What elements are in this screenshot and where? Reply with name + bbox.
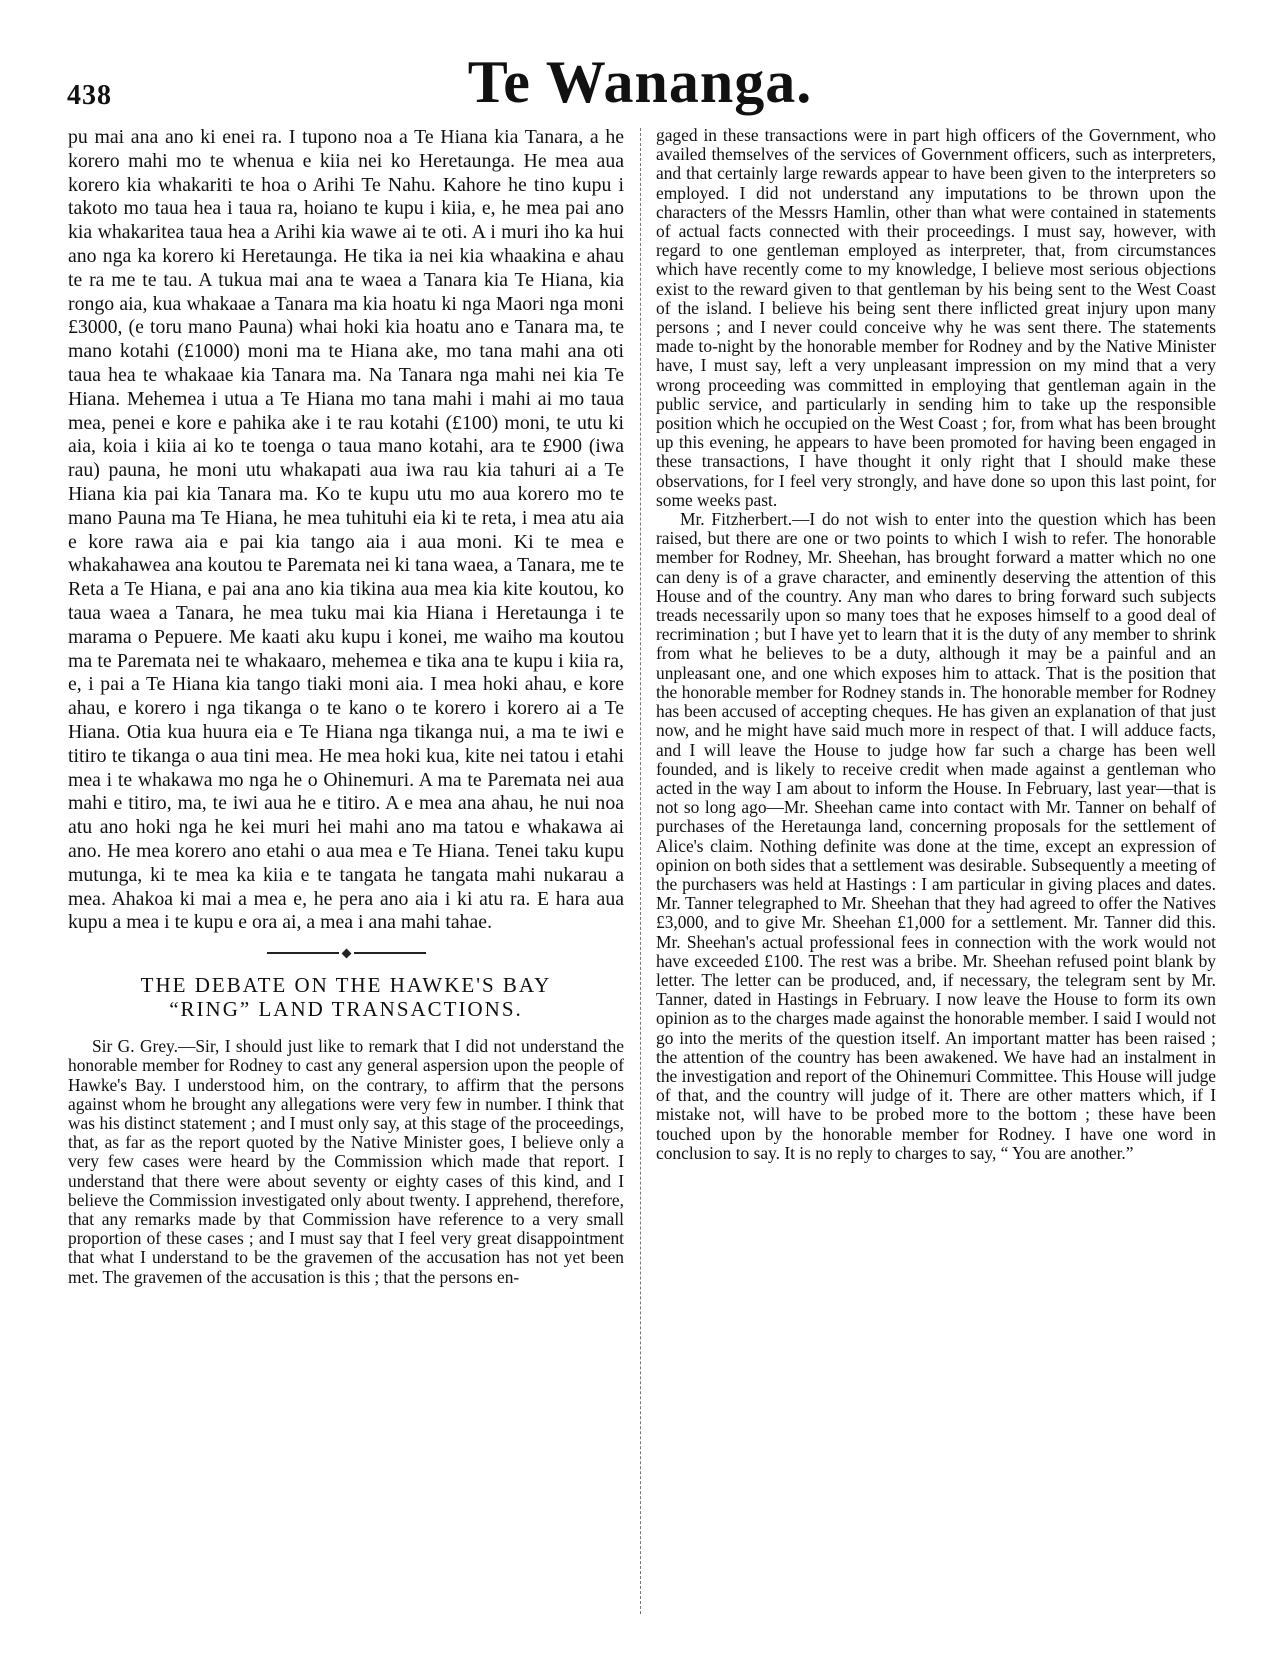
divider-line-left (267, 952, 339, 954)
masthead-title: Te Wananga. (467, 49, 813, 115)
right-column (656, 126, 1216, 1163)
divider-line-right (354, 952, 426, 954)
grey-speech-text: Sir G. Grey.—Sir, I should just like to remark that I did not understand the honorable member for Rodney to cast any general aspersion upon the people of Hawke's Bay. I understood him, on the contrary, to affirm that the persons against whom he brought any allegations were very few in number. I think that was his distinct statement ; and I must only say, at this stage of the proceedings, that, as far as the report quoted by the Native Minister goes, I believe only a very few cases were heard by the Commission which made that report. I understand that there were about seventy or eighty cases of this kind, and I believe the Commission investigated only about twenty. I apprehend, therefore, that any remarks made by that Commission have reference to a very small proportion of these cases ; and I must say that I feel very great disappointment that what I understand to be the gravemen of the accusation has not yet been met. The gravemen of the accusation is this ; that the persons en- (68, 1036, 624, 1287)
grey-speech-continued: gaged in these transactions were in part high officers of the Government, who availed themselves of the services of Government officers, such as interpreters, and that certainly large rewards appear to have been given to the interpreters so employed. I did not understand any imputations to be thrown upon the characters of the Messrs Hamlin, other than what were contained in statements of actual facts connected with their proceedings. I must say, however, with regard to one gentleman employed as interpreter, that, from circumstances which have recently come to my knowledge, I believe most serious objections exist to the reward given to that gentleman by his being sent to the West Coast of the island. I believe his being sent there inflicted great injury upon many persons ; and I never could conceive why he was sent there. The statements made to-night by the honorable member for Rodney and by the Native Minister have, I must say, left a very unpleasant impression on my mind that a very wrong proceeding was committed in employing that gentleman again in the public service, and particularly in sending him to take up the responsible position which he occupied on the West Coast ; for, from what has been brought up this evening, he appears to have been promoted for having been engaged in these transactions, I have thought it only right that I should make these observations, for I feel very strongly, and have done so upon this last point, for some weeks past. (656, 125, 1216, 510)
heading-line-1: THE DEBATE ON THE HAWKE'S BAY (140, 973, 552, 998)
diamond-icon (341, 948, 351, 958)
column-divider (640, 128, 641, 1614)
debate-heading (68, 973, 624, 1021)
page-number: 438 (67, 80, 112, 111)
left-column (68, 126, 624, 1287)
heading-line-2: “RING” LAND TRANSACTIONS. (169, 997, 523, 1022)
fitzherbert-speech-text: Mr. Fitzherbert.—I do not wish to enter into the question which has been raised, but there are one or two points to which I wish to refer. The honorable member for Rodney, Mr. Sheehan, has brought forward a matter which no one can deny is of a grave character, and eminently deserving the attention of this House and of the country. Any man who dares to bring forward such subjects treads necessarily upon so many toes that he exposes himself to a good deal of recrimination ; but I have yet to learn that it is the duty of any member to shrink from what he believes to be a duty, although it may be a painful and an unpleasant one, and one which exposes him to attack. That is the position that the honorable member for Rodney stands in. The honorable member for Rodney has been accused of accepting cheques. He has given an explanation of that just now, and he might have said much more in respect of that. I will adduce facts, and I will leave the House to judge how far such a charge has been well founded, and is likely to receive credit when made against a gentleman who acted in the way I am about to inform the House. In February, last year—that is not so long ago—Mr. Sheehan came into contact with Mr. Tanner on behalf of purchases of the Heretaunga land, concerning proposals for the settlement of Alice's claim. Nothing definite was done at the time, except an expression of opinion on both sides that a settlement was desirable. Subsequently a meeting of the purchasers was held at Hastings : I am particular in giving places and dates. Mr. Tanner telegraphed to Mr. Sheehan that they had agreed to offer the Natives £3,000, and to give Mr. Sheehan £1,000 for a settlement. Mr. Tanner did this. Mr. Sheehan's actual professional fees in connection with the work would not have exceeded £100. The rest was a bribe. Mr. Sheehan refused point blank by letter. The letter can be produced, and, if necessary, the telegram sent by Mr. Tanner, dated in Hastings in February. I now leave the House to form its own opinion as to the charges made against the honorable member. I said I would not go into the merits of the question itself. An important matter has been raised ; the attention of the country has been awakened. We have had an instalment in the investigation and report of the Ohinemuri Committee. This House will judge of that, and the country will judge of it. There are other matters which, if I mistake not, will have to be probed more to the bottom ; these have been touched upon by the honorable member for Rodney. I have one word in conclusion to say. It is no reply to charges to say, “ You are another.” (656, 509, 1216, 1163)
section-divider-ornament (68, 947, 624, 959)
maori-article-text: pu mai ana ano ki enei ra. I tupono noa a Te Hiana kia Tanara, a he korero mahi mo te whenua e kiia nei ko Heretaunga. He mea aua korero kia whakariti te hoa o Arihi Te Nahu. Kahore he tino kupu i takoto mo taua hea i taua ra, hoiano te kupu i kiia, e, he mea pai ano kia whakaritea taua hea a Arihi kia wawe ai te oti. A i muri iho ka hui ano nga ka korero ki Heretaunga. He tika ia nei kia whaakina e ahau te ra me te tau. A tukua mai ana te waea a Tanara kia Te Hiana, kia rongo aia, kua whakaae a Tanara ma kia hoatu ki nga Maori nga moni £3000, (e toru mano Pauna) whai hoki kia hoatu ano e Tanara ma, te mano kotahi (£1000) moni ma te Hiana ake, mo tana mahi ana oti taua hea te whakaae kia Tanara ma. Na Tanara nga mahi nei kia Te Hiana. Mehemea i utua a Te Hiana mo tana mahi i mahi ai mo taua mea, penei e kore e pahika ake i te rau kotahi (£100) moni, te utu ki aia, koia i kiia ai ko te toenga o taua mano kotahi, ara te £900 (iwa rau) pauna, he moni utu whakapati aua iwa rau kia tahuri ai a Te Hiana kia pai kia Tanara ma. Ko te kupu utu mo aua korero mo te mano Pauna ma Te Hiana, he mea tuhituhi eia ki te reta, i mea atu aia e kore rawa aia e pai kia tango aia i aua moni. Ki te mea e whakahawea ana koutou te Paremata nei ki tana waea, a Tanara, me te Reta a Te Hiana, e pai ana ano kia tikina aua mea kia kite koutou, ko taua waea a Tanara, he mea tuku mai kia Hiana i Heretaunga i te marama o Pepuere. Me kaati aku kupu i konei, me waiho ma koutou ma te Paremata nei te whakaaro, mehemea e tika ana te kupu i kiia ra, e, i pai a Te Hiana kia tango tiaki moni aia. I mea hoki ahau, e kore ahau, e korero i nga tikanga o te kano o te korero i korero ai a Te Hiana. Otia kua huura eia e Te Hiana nga tikanga nui, a ma te iwi e titiro te tikanga o aua tini mea. He mea hoki kua, kite nei tatou i etahi mea i te whakawa mo nga he o Ohinemuri. A ma te Paremata nei aua mahi e titiro, ma, te iwi aua he e titiro. A e mea ana ahau, he nui noa atu ano hoki nga he kei muri hei mahi ano ma tatou e whakawa ai ano. He mea korero ano etahi o aua mea e Te Hiana. Tenei taku kupu mutunga, ki te mea ka kiia e te tangata he tangata mahi nukarau a mea. Ahakoa ki mai a mea e, he pera ano aia i ki atu ra. E hara aua kupu a mea i te kupu e ora ai, a mea i ana mahi tahae. (68, 126, 624, 934)
